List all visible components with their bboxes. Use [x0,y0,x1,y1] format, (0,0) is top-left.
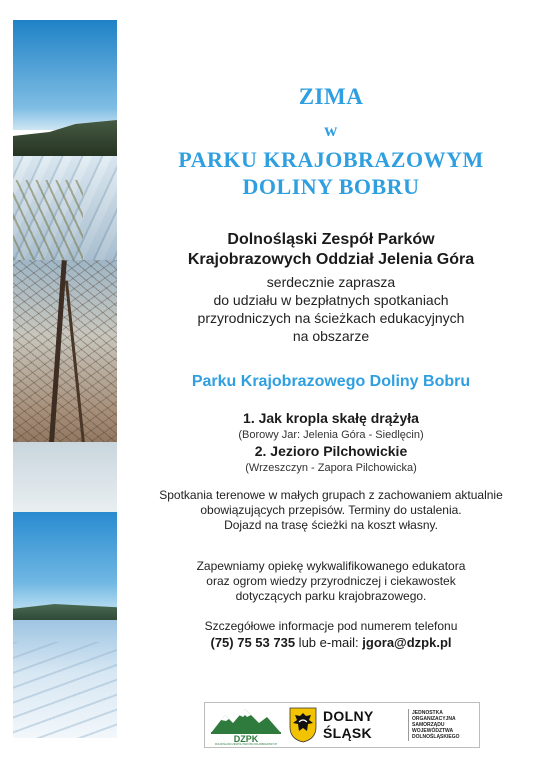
organizer-name: Dolnośląski Zespół Parków Krajobrazowych Oddział Jelenia Góra [187,231,475,268]
frozen-lake-photo [13,512,117,738]
contact-intro: Szczegółowe informacje pod numerem telefonu [204,619,458,633]
invitation-text: serdecznie zaprasza do udziału w bezpłatnych spotkaniach przyrodniczych na ścieżkach edukacyjnych na obszarze [197,274,465,344]
unit-text-line2: ORGANIZACYJNA [412,716,456,722]
park-name: Parku Krajobrazowego Doliny Bobru [191,373,471,390]
frosty-tree-photo [13,260,117,512]
title-w: w [324,120,338,140]
winter-field-photo [13,20,117,260]
region-name-line1: DOLNY [323,708,374,724]
region-name-line2: ŚLĄSK [323,725,372,741]
unit-text-line3: SAMORZĄDU [412,722,445,728]
title-doliny: DOLINY BOBRU [242,174,420,199]
trail-1-title: 1. Jak kropla skałę drążyła [243,410,419,426]
winter-photo-strip [13,20,117,738]
trail-2-location: (Wrzeszczyn - Zapora Pilchowicka) [245,462,417,474]
dzpk-logo [209,705,283,745]
trail-2-title: 2. Jezioro Pilchowickie [254,443,408,459]
silesia-eagle-crest [289,707,317,743]
svg-text:DZPK: DZPK [233,734,259,744]
meetings-info: Spotkania terenowe w małych grupach z zachowaniem aktualnie obowiązujących przepisów. Terminy do ustalenia. Dojazd na trasę ścieżki na koszt własny. [159,488,503,532]
logo-divider [408,709,409,741]
unit-text-line4: WOJEWÓDZTWA [412,728,454,734]
guarantee-info: Zapewniamy opiekę wykwalifikowanego edukatora oraz ogrom wiedzy przyrodniczej i ciekawostek dotyczących parku krajobrazowego. [196,559,466,603]
unit-text-line1: JEDNOSTKA [412,710,443,716]
title-zima: ZIMA [298,84,364,109]
svg-text:DOLNOŚLĄSKI ZESPÓŁ PARKÓW KRAJ: DOLNOŚLĄSKI ZESPÓŁ PARKÓW KRAJOBRAZOWYCH [214,743,278,745]
title-park: PARKU KRAJOBRAZOWYM [178,147,484,172]
contact-line: (75) 75 53 735 lub e-mail: jgora@dzpk.pl [210,635,452,650]
partner-logos [204,702,480,748]
email-address: jgora@dzpk.pl [362,635,452,650]
unit-text-line5: DOLNOŚLĄSKIEGO [412,734,460,740]
trail-1-location: (Borowy Jar: Jelenia Góra - Siedlęcin) [238,429,424,441]
phone-number: (75) 75 53 735 [210,635,296,650]
